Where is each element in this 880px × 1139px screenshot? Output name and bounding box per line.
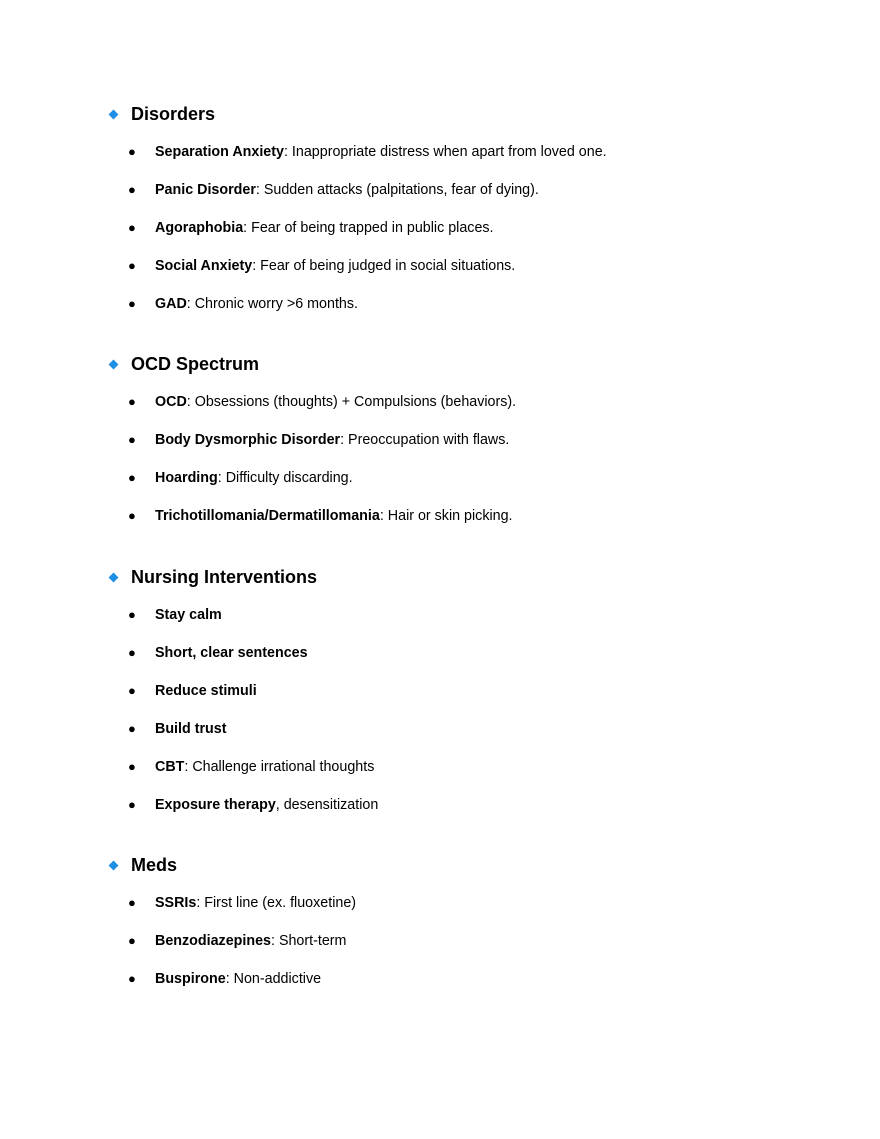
list-item <box>128 430 509 450</box>
diamond-bullet-icon <box>109 109 119 119</box>
item-term: Buspirone <box>155 971 226 987</box>
bullet-icon: ● <box>128 220 136 235</box>
list-item <box>128 719 226 739</box>
section-title: Disorders <box>131 104 216 124</box>
bullet-icon: ● <box>128 721 136 736</box>
list-item <box>128 256 515 276</box>
bullet-icon: ● <box>128 759 136 774</box>
bullet-icon: ● <box>128 394 136 409</box>
item-term: Stay calm <box>155 607 222 623</box>
list-item <box>128 893 356 913</box>
list-item <box>128 795 378 815</box>
item-term: Reduce stimuli <box>155 683 257 699</box>
item-term: Social Anxiety <box>155 258 253 274</box>
item-term: Short, clear sentences <box>155 645 308 661</box>
list-item <box>128 468 353 488</box>
item-term: CBT <box>155 759 185 775</box>
bullet-icon: ● <box>128 432 136 447</box>
bullet-icon: ● <box>128 182 136 197</box>
bullet-icon: ● <box>128 470 136 485</box>
bullet-icon: ● <box>128 258 136 273</box>
item-description: : Difficulty discarding. <box>217 470 353 486</box>
item-term: Separation Anxiety <box>155 144 284 160</box>
item-term: Body Dysmorphic Disorder <box>155 432 341 448</box>
bullet-icon: ● <box>128 645 136 660</box>
item-term: OCD <box>155 394 187 410</box>
list-item <box>128 180 539 200</box>
diamond-bullet-icon <box>109 860 119 870</box>
list-item <box>128 392 516 412</box>
item-term: Build trust <box>155 721 227 737</box>
bullet-icon: ● <box>128 144 136 159</box>
item-description: : Challenge irrational thoughts <box>184 759 375 775</box>
item-description: : Hair or skin picking. <box>379 508 513 524</box>
item-description: : Sudden attacks (palpitations, fear of dying). <box>255 182 539 198</box>
list-item <box>128 681 257 701</box>
bullet-icon: ● <box>128 797 136 812</box>
list-item <box>128 506 513 526</box>
bullet-icon: ● <box>128 683 136 698</box>
bullet-icon: ● <box>128 971 136 986</box>
item-description: : Chronic worry >6 months. <box>186 296 359 312</box>
section-heading-ocd-spectrum <box>108 352 259 376</box>
list-item <box>128 218 494 238</box>
section-heading-meds <box>108 853 177 877</box>
diamond-bullet-icon <box>109 359 119 369</box>
item-term: Trichotillomania/Dermatillomania <box>155 508 380 524</box>
item-term: Benzodiazepines <box>155 933 271 949</box>
item-description: : First line (ex. fluoxetine) <box>196 895 357 911</box>
list-item <box>128 931 346 951</box>
bullet-icon: ● <box>128 895 136 910</box>
bullet-icon: ● <box>128 607 136 622</box>
item-description: : Preoccupation with flaws. <box>340 432 510 448</box>
item-term: Hoarding <box>155 470 218 486</box>
diamond-bullet-icon <box>109 572 119 582</box>
bullet-icon: ● <box>128 296 136 311</box>
section-title: Nursing Interventions <box>131 567 318 587</box>
item-description: : Obsessions (thoughts) + Compulsions (behaviors). <box>186 394 517 410</box>
item-description: : Inappropriate distress when apart from loved one. <box>283 144 607 160</box>
item-description: : Fear of being judged in social situations. <box>252 258 516 274</box>
item-term: SSRIs <box>155 895 197 911</box>
section-title: OCD Spectrum <box>131 354 260 374</box>
section-heading-disorders <box>108 102 215 126</box>
item-description: , desensitization <box>275 797 379 813</box>
item-description: : Non-addictive <box>225 971 322 987</box>
bullet-icon: ● <box>128 508 136 523</box>
section-heading-nursing-interventions <box>108 565 317 589</box>
list-item <box>128 643 308 663</box>
list-item <box>128 969 321 989</box>
section-title: Meds <box>131 855 178 875</box>
bullet-icon: ● <box>128 933 136 948</box>
list-item <box>128 142 607 162</box>
list-item <box>128 294 358 314</box>
item-term: Agoraphobia <box>155 220 244 236</box>
item-description: : Short-term <box>271 933 347 949</box>
item-term: Exposure therapy <box>155 797 276 813</box>
item-term: GAD <box>155 296 187 312</box>
item-term: Panic Disorder <box>155 182 256 198</box>
list-item <box>128 605 222 625</box>
item-description: : Fear of being trapped in public places. <box>243 220 494 236</box>
list-item <box>128 757 374 777</box>
